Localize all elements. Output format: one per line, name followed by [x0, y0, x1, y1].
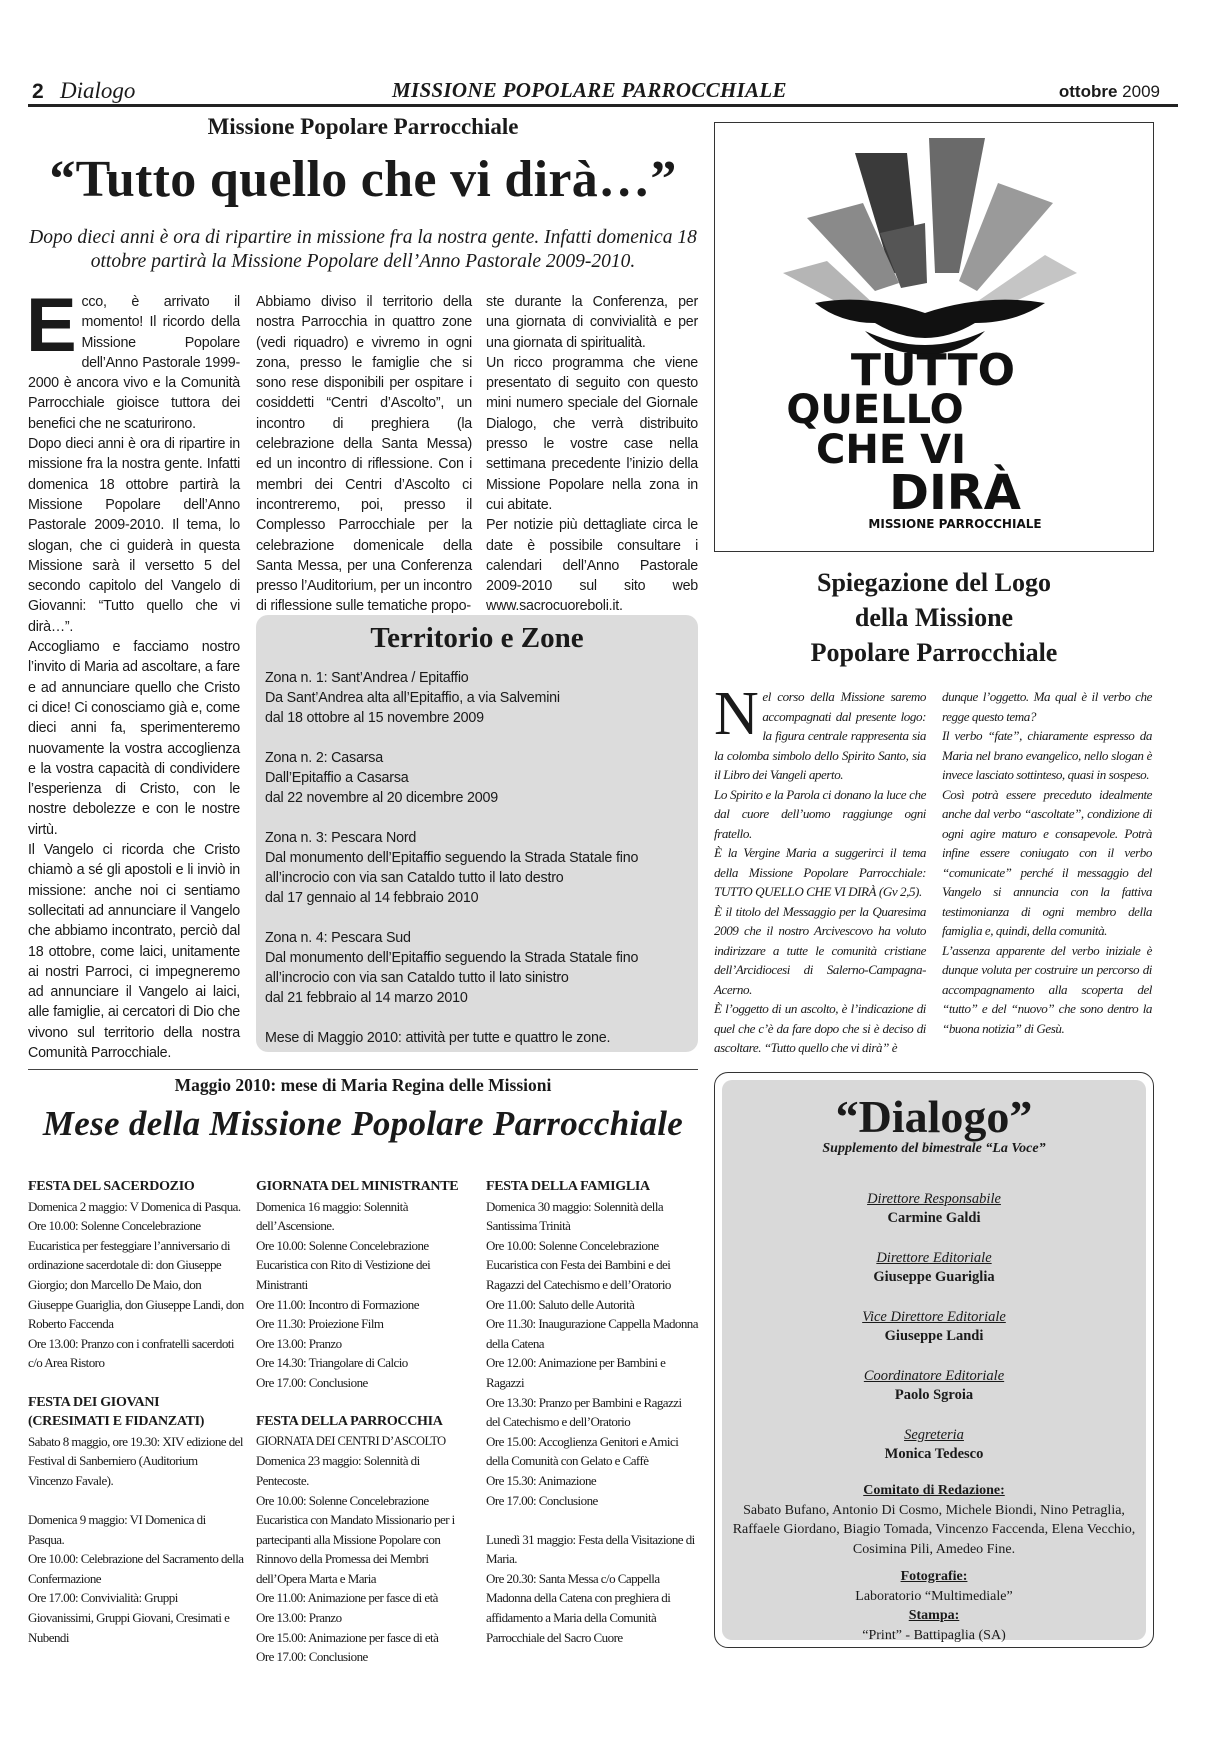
program-heading: GIORNATA DEL MINISTRANTE: [256, 1179, 459, 1194]
program-item: Ore 13.30: Pranzo per Bambini e Ragazzi del Catechismo e dell’Oratorio: [486, 1394, 682, 1430]
program-item: Ore 10.00: Solenne Concelebrazione Eucaristica con Rito di Vestizione dei Ministranti: [256, 1237, 431, 1292]
logo-paragraph: el corso della Missione saremo accompagnati dal presente logo: la figura centrale rappresenta sia la colomba simbolo dello Spirito Santo, sia il Libro dei Vangeli aperto.: [714, 689, 926, 782]
article-lede: Dopo dieci anni è ora di ripartire in missione fra la nostra gente. Infatti domenica 18 ottobre partirà la Missione Popolare dell’Anno Pastorale 2009-2010.: [29, 227, 697, 272]
program-item: Ore 14.30: Triangolare di Calcio: [256, 1355, 408, 1371]
logo-line-1: TUTTO: [850, 345, 1016, 396]
logo-paragraph: È il titolo del Messaggio per la Quaresima 2009 che il nostro Arcivescovo ha voluto indirizzare a tutte le comunità cristiane dell’Arcidiocesi di Salerno-Campagna-Acerno.: [714, 903, 926, 997]
program-item: Domenica 9 maggio: VI Domenica di Pasqua.: [28, 1512, 206, 1547]
program-spacer: [28, 1491, 244, 1511]
article-title: “Tutto quello che vi dirà…”: [49, 151, 677, 208]
program-item: Lunedì 31 maggio: Festa della Visitazione di Maria.: [486, 1531, 695, 1567]
program-item: Ore 12.00: Animazione per Bambini e Ragazzi: [486, 1355, 666, 1390]
article-paragraph: Il Vangelo ci ricorda che Cristo chiamò a sé gli apostoli e li inviò in missione: anche noi ci sentiamo sollecitati ad annunciare il Vangelo che abbiamo incontrato, perciò dal 18 ottobre, come laici, unitamente ai nostri Parroci, ci impegneremo ad annunciare il Vangelo ai laici, alle famiglie, ai cercatori di Dio che vivono sul territorio della nostra Comunità Parrocchiale.: [28, 842, 240, 1061]
program-heading: FESTA DEL SACERDOZIO: [28, 1179, 195, 1194]
zone-name: Zona n. 2: Casarsa: [265, 750, 383, 766]
logo-paragraph: L’assenza apparente del verbo iniziale è dunque voluta per costruire un percorso di accompagnamento alla scoperta del “tutto” e del “nuovo” che sono dentro la “buona notizia” di Gesù.: [942, 942, 1152, 1036]
dove-book-icon: [715, 123, 1152, 550]
role-name: Carmine Galdi: [887, 1210, 981, 1226]
zone-item: [265, 668, 695, 728]
role-name: Paolo Sgroia: [894, 1387, 974, 1403]
program-item: Ore 10.00: Solenne Concelebrazione Eucaristica per festeggiare l’anniversario di ordinazione sacerdotale di: don Giuseppe Giorgio; don Marcello De Maio, don Giuseppe Guariglia, don Giuseppe Landi, don Roberto Faccenda: [28, 1218, 244, 1332]
logo-paragraph: Lo Spirito e la Parola ci donano la luce che dal cuore dell’uomo raggiunge ogni fratello.: [714, 786, 926, 841]
zone-dates: dal 18 ottobre al 15 novembre 2009: [265, 710, 484, 726]
program-item: Sabato 8 maggio, ore 19.30: XIV edizione del Festival di Sanberniero (Auditorium Vincenzo Favale).: [28, 1433, 243, 1488]
program-item: Domenica 2 maggio: V Domenica di Pasqua.: [28, 1198, 241, 1214]
role-name: Giuseppe Guariglia: [873, 1269, 995, 1285]
logo-explanation-title: [714, 565, 1154, 670]
publication-name: Dialogo: [60, 78, 136, 103]
zone-note: Mese di Maggio 2010: attività per tutte e quattro le zone.: [265, 1030, 611, 1046]
masthead-role: [714, 1367, 1154, 1405]
program-item: Ore 10.00: Celebrazione del Sacramento della Confermazione: [28, 1551, 244, 1586]
program-spacer: [28, 1373, 244, 1393]
logo-title-line: Spiegazione del Logo: [816, 568, 1051, 597]
program-item: Ore 11.30: Inaugurazione Cappella Madonna della Catena: [486, 1316, 698, 1351]
article-paragraph: ste durante la Conferenza, per una giornata di convivialità e per una giornata di spiritualità.: [486, 294, 698, 351]
program-item: Ore 17.00: Conclusione: [256, 1649, 368, 1665]
article-column-1: [26, 283, 240, 1063]
role-name: Monica Tedesco: [884, 1446, 984, 1462]
role-title: Vice Direttore Editoriale: [862, 1309, 1006, 1325]
fotografie-credit: Laboratorio “Multimediale”: [855, 1588, 1013, 1604]
logo-paragraph: dunque l’oggetto. Ma qual è il verbo che regge questo tema?: [942, 689, 1152, 724]
logo-paragraph: È l’oggetto di un ascolto, è l’indicazione di quel che c’è da fare dopo che si è deciso di ascoltare. “Tutto quello che vi dirà” è: [714, 1001, 926, 1055]
program-item: Ore 17.00: Conclusione: [486, 1492, 598, 1508]
article-paragraph: cco, è arrivato il momento! Il ricordo della Missione Popolare dell’Anno Pastorale 1999-2000 è ancora vivo e la Comunità Parrocchiale gioisce tuttora dei benefici che ne scaturirono.: [28, 294, 240, 432]
header-rule: [28, 104, 1178, 107]
program-heading: (CRESIMATI E FIDANZATI): [28, 1414, 205, 1430]
zone-name: Zona n. 1: Sant’Andrea / Epitaffio: [265, 670, 469, 686]
logo-title-line: Popolare Parrocchiale: [810, 638, 1058, 667]
territorio-zones: [265, 668, 695, 1048]
section-title: MISSIONE POPOLARE PARROCCHIALE: [392, 78, 787, 102]
masthead-role: [714, 1426, 1154, 1464]
page-number: 2: [32, 80, 44, 103]
article-paragraph: Abbiamo diviso il territorio della nostra Parrocchia in quattro zone (vedi riquadro) e vivremo in ogni zona, presso le famiglie che si sono rese disponibili per ospitare i cosiddetti “Centri d’Ascolto”, un incontro di preghiera (la celebrazione della Santa Messa) ed un incontro di riflessione. Con i membri dei Centri d’Ascolto ci incontreremo, poi, presso il Complesso Parrocchiale per la celebrazione domenicale della Santa Messa, per una Conferenza presso l’Auditorium, per un incontro di riflessione sulle tematiche propo-: [256, 294, 472, 615]
program-item: Domenica 23 maggio: Solennità di Pentecoste.: [256, 1453, 420, 1488]
zone-item: [265, 748, 695, 808]
program-item: Ore 10.00: Solenne Concelebrazione Eucaristica con Festa dei Bambini e dei Ragazzi del Catechismo e dell’Oratorio: [486, 1237, 671, 1292]
program-spacer: [256, 1393, 472, 1413]
zone-name: Zona n. 4: Pescara Sud: [265, 930, 411, 946]
comitato-heading: Comitato di Redazione:: [863, 1483, 1005, 1498]
territorio-title: Territorio e Zone: [370, 622, 584, 654]
role-title: Direttore Editoriale: [876, 1250, 992, 1266]
comitato-members: Sabato Bufano, Antonio Di Cosmo, Michele Biondi, Nino Petraglia, Raffaele Giordano, Biagio Tomada, Vincenzo Faccenda, Elena Vecchio, Cosimina Pili, Amedeo Fine.: [732, 1502, 1136, 1557]
article-dropcap: E: [26, 283, 77, 368]
program-item: Ore 11.00: Animazione per fasce di età: [256, 1590, 438, 1606]
program-item: Ore 11.00: Saluto delle Autorità: [486, 1296, 635, 1312]
zone-route: Dall’Epitaffio a Casarsa: [265, 770, 409, 786]
role-title: Coordinatore Editoriale: [863, 1368, 1005, 1384]
zone-dates: dal 17 gennaio al 14 febbraio 2010: [265, 890, 479, 906]
logo-caption: MISSIONE PARROCCHIALE: [868, 517, 1042, 531]
logo-title-line: della Missione: [854, 603, 1014, 632]
article-column-3: [486, 292, 698, 617]
logo-line-3: CHE VI: [816, 427, 966, 473]
program-item: Ore 15.30: Animazione: [486, 1472, 597, 1488]
may-kicker: Maggio 2010: mese di Maria Regina delle Missioni: [174, 1075, 552, 1095]
zone-item: [265, 928, 695, 1008]
program-column-3: [486, 1177, 698, 1647]
section-divider: [28, 1069, 698, 1070]
zone-route: Dal monumento dell’Epitaffio seguendo la Strada Statale fino all’incrocio con via san Cataldo tutto il lato destro: [265, 850, 639, 886]
stampa-heading: Stampa:: [908, 1608, 960, 1623]
program-item: Ore 11.00: Incontro di Formazione: [256, 1296, 419, 1312]
zone-route: Da Sant’Andrea alta all’Epitaffio, a via Salvemini: [265, 690, 560, 706]
role-name: Giuseppe Landi: [884, 1328, 984, 1344]
article-column-2: [256, 292, 472, 617]
program-item: Ore 10.00: Solenne Concelebrazione Eucaristica con Mandato Missionario per i partecipanti alla Missione Popolare con Rinnovo della Promessa dei Membri dell’Opera Marta e Maria: [256, 1492, 455, 1586]
role-title: Segreteria: [904, 1427, 964, 1443]
program-item: Ore 13.00: Pranzo: [256, 1610, 342, 1626]
role-title: Direttore Responsabile: [867, 1191, 1001, 1207]
program-item: Ore 20.30: Santa Messa c/o Cappella Madonna della Catena con preghiera di affidamento a Maria della Comunità Parrocchiale del Sacro Cuore: [486, 1570, 671, 1645]
zone-route: Dal monumento dell’Epitaffio seguendo la Strada Statale fino all’incrocio con via san Cataldo tutto il lato sinistro: [265, 950, 639, 986]
article-paragraph: Per notizie più dettagliate circa le date è possibile consultare i calendari dell’Anno Pastorale 2009-2010 sul sito web www.sacrocuoreboli.it.: [486, 517, 698, 615]
program-item: Domenica 16 maggio: Solennità dell’Ascensione.: [256, 1198, 408, 1234]
program-heading: FESTA DELLA PARROCCHIA: [256, 1414, 443, 1430]
logo-paragraph: È la Vergine Maria a suggerirci il tema della Missione Popolare Parrocchiale: TUTTO QUELLO CHE VI DIRÀ (Gv 2,5).: [714, 845, 926, 899]
logo-explanation-column-1: [714, 680, 926, 1058]
logo-paragraph: Così potrà essere preceduto idealmente anche dal verbo “ascoltate”, condizione di ogni agire maturo e consapevole. Potrà infine essere coniugato con il verbo “comunicate” perché il messaggio del Vangelo si annuncia con la fattiva testimonianza di ogni membro della famiglia e, quindi, della comunità.: [942, 786, 1152, 938]
logo-line-4: DIRÀ: [889, 465, 1021, 521]
program-item: Ore 15.00: Animazione per fasce di età: [256, 1629, 439, 1645]
masthead-credits: [722, 1481, 1146, 1645]
stampa-credit: “Print” - Battipaglia (SA): [862, 1627, 1006, 1643]
masthead-role: [714, 1308, 1154, 1346]
logo-dropcap: N: [714, 680, 759, 748]
article-paragraph: Accogliamo e facciamo nostro l’invito di Maria ad ascoltare, a fare e ad annunciare quello che Cristo ci dice! Ci conosciamo già e, come dieci anni fa, sperimenteremo nuovamente la vostra accoglienza e la vostra capacità di condividere l’esperienza di Cristo, con le nostre debolezze e con le nostre virtù.: [28, 639, 240, 838]
masthead-title: “Dialogo”: [835, 1091, 1033, 1142]
program-item: Ore 17.00: Convivialità: Gruppi Giovanissimi, Gruppi Giovani, Cresimati e Nubendi: [28, 1590, 230, 1645]
fotografie-heading: Fotografie:: [900, 1569, 968, 1584]
article-paragraph: Dopo dieci anni è ora di ripartire in missione fra la nostra gente. Infatti domenica 18 ottobre partirà la Missione Popolare dell’Anno Pastorale 2009-2010. Il tema, lo slogan, che ci guiderà in questa Missione sarà il versetto 5 del secondo capitolo del Vangelo di Giovanni: “Tutto quello che vi dirà…”.: [28, 436, 240, 635]
program-heading: FESTA DEI GIOVANI: [28, 1394, 160, 1410]
masthead-subtitle: Supplemento del bimestrale “La Voce”: [822, 1141, 1046, 1156]
program-heading: FESTA DELLA FAMIGLIA: [486, 1179, 650, 1194]
program-item: Domenica 30 maggio: Solennità della Santissima Trinità: [486, 1198, 664, 1234]
zone-dates: dal 22 novembre al 20 dicembre 2009: [265, 790, 499, 806]
program-subheading: GIORNATA DEI CENTRI D’ASCOLTO: [256, 1433, 446, 1448]
logo-paragraph: Il verbo “fate”, chiaramente espresso da Maria nel brano evangelico, nello slogan è invece lasciato sottinteso, quasi in sospeso.: [942, 728, 1152, 782]
zone-name: Zona n. 3: Pescara Nord: [265, 830, 417, 846]
program-item: Ore 13.00: Pranzo: [256, 1335, 342, 1351]
zone-dates: dal 21 febbraio al 14 marzo 2010: [265, 990, 468, 1006]
program-column-2: [256, 1177, 472, 1667]
masthead-role: [714, 1249, 1154, 1287]
program-item: Ore 11.30: Proiezione Film: [256, 1316, 384, 1332]
article-paragraph: Un ricco programma che viene presentato di seguito con questo mini numero speciale del Giornale Dialogo, che verrà distribuito presso le vostre case nella settimana precedente l’inizio della Missione Popolare nella zona in cui abitate.: [486, 354, 698, 513]
masthead-role: [714, 1190, 1154, 1228]
program-item: Ore 15.00: Accoglienza Genitori e Amici della Comunità con Gelato e Caffè: [486, 1433, 679, 1469]
zone-item: [265, 828, 695, 908]
issue-year: 2009: [1122, 82, 1160, 101]
issue-month: ottobre: [1058, 82, 1118, 101]
may-title: Mese della Missione Popolare Parrocchiale: [42, 1104, 684, 1143]
program-column-1: [28, 1177, 244, 1647]
program-item: Ore 17.00: Conclusione: [256, 1374, 368, 1390]
logo-line-2: QUELLO: [786, 387, 964, 433]
mission-logo: [714, 122, 1154, 552]
program-item: Ore 13.00: Pranzo con i confratelli sacerdoti c/o Area Ristoro: [28, 1335, 234, 1371]
issue-date: [1059, 82, 1160, 102]
logo-explanation-column-2: [942, 687, 1152, 1038]
article-kicker: Missione Popolare Parrocchiale: [207, 114, 519, 139]
program-spacer: [486, 1510, 698, 1530]
